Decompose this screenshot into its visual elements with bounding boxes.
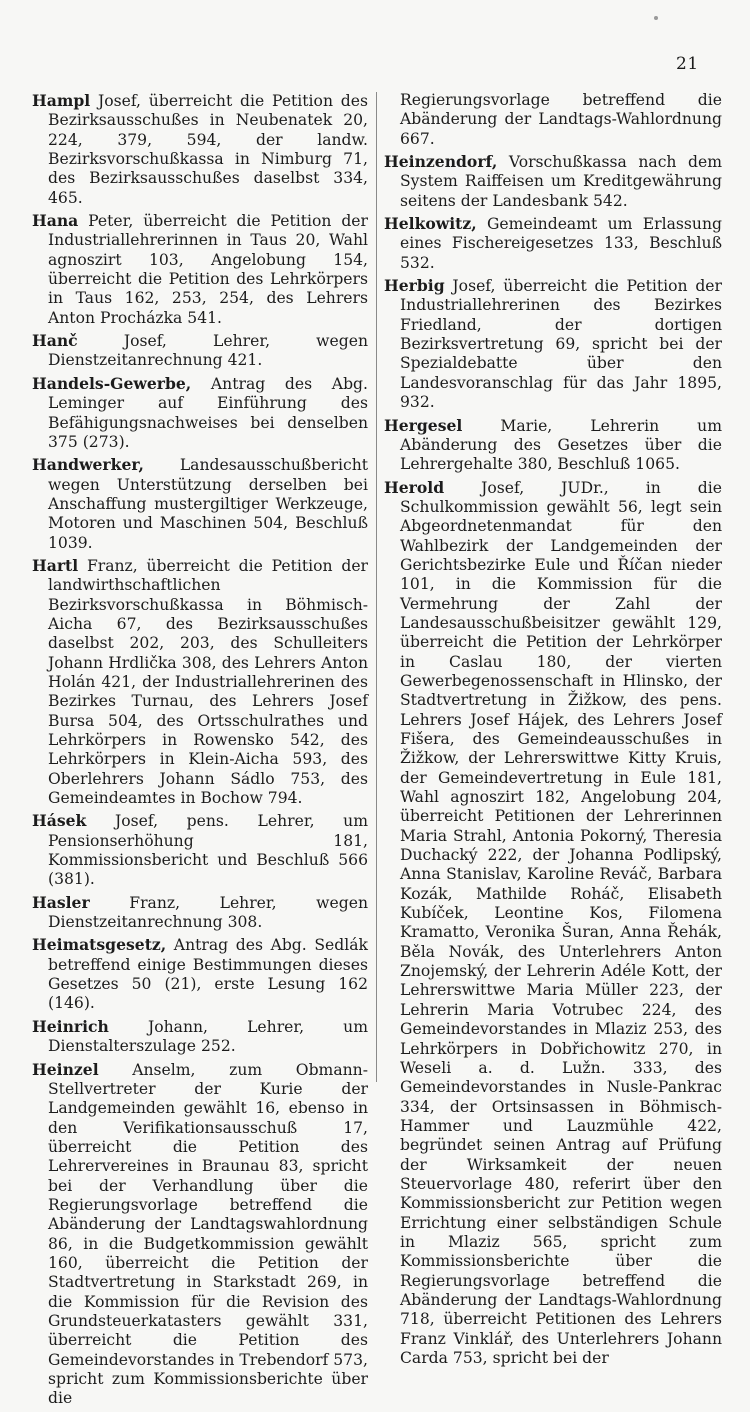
entry-text: Josef, pens. Lehrer, um Pensionserhöhung 181, Kommissionsbericht und Beschluß 566 (381). xyxy=(48,812,368,889)
index-entry xyxy=(32,211,368,328)
entry-text: Landesausschußbericht wegen Unterstützung derselben bei Anschaffung mustergiltiger Werkzeuge, Motoren und Maschinen 504, Beschluß 1039. xyxy=(48,456,368,552)
entry-headword: Hasler xyxy=(32,892,90,912)
column-divider xyxy=(376,92,377,1082)
entry-headword: Herbig xyxy=(384,276,445,296)
entry-headword: Hana xyxy=(32,211,79,231)
index-entry xyxy=(32,811,368,889)
index-entry xyxy=(32,91,368,208)
entry-headword: Heinrich xyxy=(32,1016,109,1036)
entry-headword: Hanč xyxy=(32,331,78,351)
paper-speck xyxy=(654,16,658,20)
entry-text: Regierungsvorlage betreffend die Abänderung der Landtags-Wahlordnung 667. xyxy=(400,91,722,148)
right-column xyxy=(384,91,722,1371)
index-entry xyxy=(32,556,368,808)
entry-headword: Hergesel xyxy=(384,415,463,435)
entry-headword: Heinzendorf, xyxy=(384,152,498,172)
index-entry xyxy=(384,91,722,149)
index-entry xyxy=(32,331,368,371)
index-entry xyxy=(384,214,722,273)
entry-text: Anselm, zum Obmann-Stellvertreter der Kurie der Landgemeinden gewählt 16, ebenso in den Verifikationsausschuß 17, überreicht die Petition des Lehrervereines in Braunau 83, spricht bei der Verhandlung über die Regierungsvorlage betreffend die Abänderung der Landtagswahlordnung 86, in die Budgetkommission gewählt 160, überreicht die Petition der Stadtvertretung in Starkstadt 269, in die Kommission für die Revision des Grundsteuerkatasters gewählt 331, überreicht die Petition des Gemeindevorstandes in Trebendorf 573, spricht zum Kommissionsberichte über die xyxy=(48,1060,368,1408)
index-entry xyxy=(384,478,722,1369)
index-entry xyxy=(384,276,722,412)
index-entry xyxy=(32,1017,368,1057)
entry-headword: Hartl xyxy=(32,555,79,575)
index-entry xyxy=(384,416,722,475)
index-entry xyxy=(384,152,722,211)
entry-headword: Heinzel xyxy=(32,1059,99,1079)
entry-headword: Hásek xyxy=(32,811,87,831)
index-entry xyxy=(32,1060,368,1409)
entry-text: Peter, überreicht die Petition der Industriallehrerinnen in Taus 20, Wahl agnoszirt 103, Angelobung 154, überreicht die Petition des Lehrkörpers in Taus 162, 253, 254, des Lehrers Anton Procházka 541. xyxy=(48,212,368,327)
entry-text: Franz, überreicht die Petition der landwirthschaftlichen Bezirksvorschußkassa in Böhmisch-Aicha 67, des Bezirksausschußes daselbst 202, 203, des Schulleiters Johann Hrdlička 308, des Lehrers Anton Holán 421, der Industriallehrerinen des Bezirkes Turnau, des Lehrers Josef Bursa 504, des Ortsschulrathes und Lehrkörpers in Rowensko 542, des Lehrkörpers in Klein-Aicha 593, des Oberlehrers Johann Sádlo 753, des Gemeindeamtes in Bochow 794. xyxy=(48,556,368,808)
entry-text: Antrag des Abg. Sedlák betreffend einige Bestimmungen dieses Gesetzes 50 (21), erste Lesung 162 (146). xyxy=(48,936,368,1013)
entry-headword: Hampl xyxy=(32,91,91,110)
entry-headword: Heimatsgesetz, xyxy=(32,935,167,955)
entry-text: Vorschußkassa nach dem System Raiffeisen um Kreditgewährung seitens der Landesbank 542. xyxy=(400,153,722,210)
page-number: 21 xyxy=(676,54,699,74)
index-entry xyxy=(32,893,368,933)
entry-text: Josef, JUDr., in die Schulkommission gewählt 56, legt sein Abgeordnetenmandat für den Wahlbezirk der Landgemeinden der Gerichtsbezirke Eule und Říčan nieder 101, in die Kommission für die Vermehrung der Zahl der Landesausschußbeisitzer gewählt 129, überreicht die Petition der Lehrkörper in Caslau 180, der vierten Gewerbegenossenschaft in Hlinsko, der Stadtvertretung in Žižkow, des pens. Lehrers Josef Hájek, des Lehrers Josef Fišera, des Gemeindeausschußes in Žižkow, der Lehrerswittwe Kitty Kruis, der Gemeindevertretung in Eule 181, Wahl agnoszirt 182, Angelobung 204, überreicht Petitionen der Lehrerinnen Maria Strahl, Antonia Pokorný, Theresia Duchacký 222, der Johanna Podlipský, Anna Stanislav, Karoline Reváč, Barbara Kozák, Mathilde Roháč, Elisabeth Kubíček, Leontine Kos, Filomena Kramatto, Veronika Šuran, Anna Řehák, Běla Novák, des Unterlehrers Anton Znojemský, der Lehrerin Adéle Kott, der Lehrerswittwe Maria Müller 223, der Lehrerin Maria Votrubec 224, des Gemeindevorstandes in Mlaziz 253, des Lehrkörpers in Dobřichowitz 270, in Weseli a. d. Lužn. 333, des Gemeindevorstandes in Nusle-Pankrac 334, der Ortsinsassen in Böhmisch-Hammer und Lauzmühle 422, begründet seinen Antrag auf Prüfung der Wirksamkeit der neuen Steuervorlage 480, referirt über den Kommissionsbericht zur Petition wegen Errichtung einer selbständigen Schule in Mlaziz 565, spricht zum Kommissionsberichte über die Regierungsvorlage betreffend die Abänderung der Landtags-Wahlordnung 718, überreicht Petitionen des Lehrers Franz Vinklář, des Unterlehrers Johann Carda 753, spricht bei der xyxy=(400,478,722,1367)
left-column xyxy=(32,91,368,1412)
entry-text: Gemeindeamt um Erlassung eines Fischereigesetzes 133, Beschluß 532. xyxy=(400,215,722,272)
entry-headword: Helkowitz, xyxy=(384,214,477,234)
entry-text: Josef, überreicht die Petition der Industriallehrerinen des Bezirkes Friedland, der dortigen Bezirksvertretung 69, spricht bei der Spezialdebatte über den Landesvoranschlag für das Jahr 1895, 932. xyxy=(400,277,722,412)
index-entry xyxy=(32,935,368,1013)
index-entry xyxy=(32,374,368,452)
entry-text: Marie, Lehrerin um Abänderung des Gesetzes über die Lehrergehalte 380, Beschluß 1065. xyxy=(400,416,722,474)
entry-text: Franz, Lehrer, wegen Dienstzeitanrechnung 308. xyxy=(48,893,368,932)
entry-text: Antrag des Abg. Leminger auf Einführung des Befähigungsnachweises bei denselben 375 (273). xyxy=(48,374,368,451)
entry-text: Josef, überreicht die Petition des Bezirksausschußes in Neubenatek 20, 224, 379, 594, der landw. Bezirksvorschußkassa in Nimburg 71, des Bezirksausschußes daselbst 334, 465. xyxy=(48,92,368,207)
entry-headword: Herold xyxy=(384,477,445,497)
entry-headword: Handels-Gewerbe, xyxy=(32,373,192,393)
entry-text: Johann, Lehrer, um Dienstalterszulage 252. xyxy=(48,1017,368,1056)
index-entry xyxy=(32,455,368,553)
entry-headword: Handwerker, xyxy=(32,455,144,475)
entry-text: Josef, Lehrer, wegen Dienstzeitanrechnung 421. xyxy=(48,332,368,370)
